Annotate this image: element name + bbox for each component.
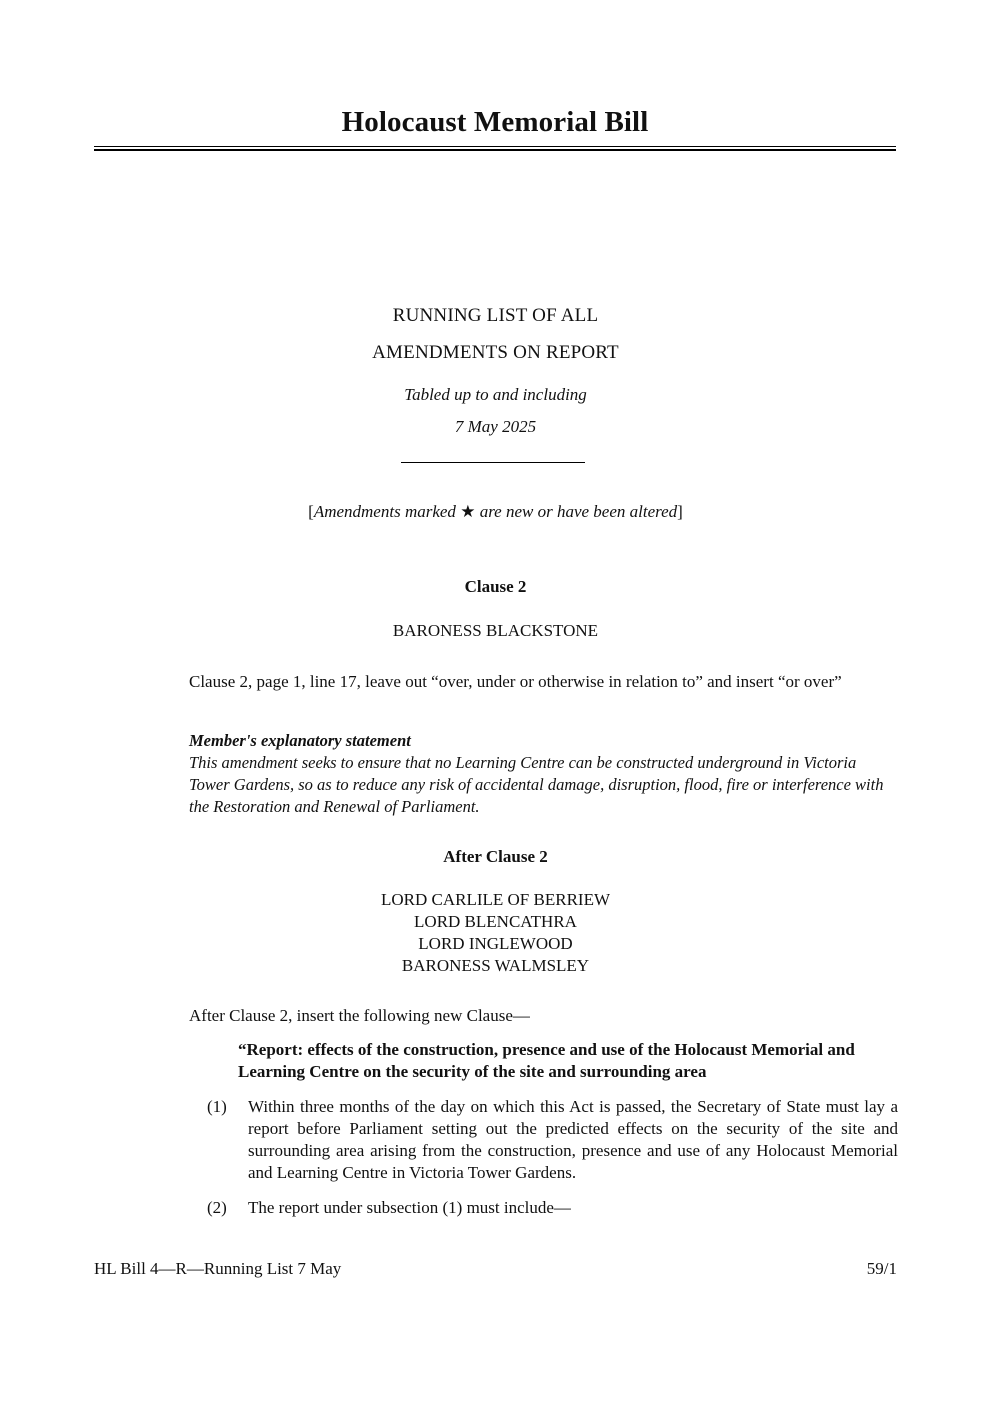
subsection-text: The report under subsection (1) must include— (248, 1198, 571, 1217)
explanatory-statement-heading: Member's explanatory statement (189, 731, 411, 750)
member-name: BARONESS BLACKSTONE (392, 621, 599, 640)
subsection-1 (207, 1096, 898, 1184)
member-name: LORD BLENCATHRA (414, 912, 577, 931)
section-heading-after-clause-2: After Clause 2 (443, 847, 548, 866)
open-bracket: [ (308, 502, 314, 521)
subsection-text: Within three months of the day on which this Act is passed, the Secretary of State must lay a report before Parliament setting out the predicted effects on the security of the site and surrounding area arising from the construction, presence and use of any Holocaust Memorial and Learning Centre in Victoria Tower Gardens. (248, 1097, 898, 1182)
amendments-marked-note (0, 502, 991, 522)
separator-rule (401, 462, 585, 463)
amendment-text: After Clause 2, insert the following new Clause— (189, 1006, 530, 1025)
subsection-number: (2) (207, 1198, 227, 1217)
subsection-number: (1) (207, 1097, 227, 1116)
subtitle-line-1: RUNNING LIST OF ALL (392, 305, 599, 326)
title-rule-thin (94, 146, 896, 147)
document-title: Holocaust Memorial Bill (341, 106, 649, 138)
member-name: LORD INGLEWOOD (418, 934, 573, 953)
section-heading-clause-2: Clause 2 (464, 577, 527, 596)
member-name: LORD CARLILE OF BERRIEW (380, 890, 611, 909)
explanatory-statement-body: This amendment seeks to ensure that no Learning Centre can be constructed underground in Victoria Tower Gardens, so as to reduce any risk of accidental damage, disruption, flood, fire or interference with the Restoration and Renewal of Parliament. (189, 753, 884, 816)
close-bracket: ] (677, 502, 683, 521)
member-name: BARONESS WALMSLEY (401, 956, 590, 975)
amendment-text: Clause 2, page 1, line 17, leave out “over, under or otherwise in relation to” and insert “or over” (189, 672, 842, 691)
footer-bill-reference: HL Bill 4—R—Running List 7 May (94, 1259, 342, 1278)
tabled-line-1: Tabled up to and including (404, 385, 587, 404)
new-clause-title: “Report: effects of the construction, presence and use of the Holocaust Memorial and Learning Centre on the security of the site and surrounding area (238, 1040, 855, 1081)
tabled-date: 7 May 2025 (454, 417, 537, 436)
subtitle-line-2: AMENDMENTS ON REPORT (372, 342, 619, 363)
star-icon: ★ (460, 502, 476, 521)
note-text-before: Amendments marked (313, 502, 461, 521)
title-rule-thick (94, 149, 896, 151)
subsection-2 (207, 1197, 898, 1219)
note-text-after: are new or have been altered (475, 502, 678, 521)
footer-page-number: 59/1 (866, 1259, 897, 1278)
